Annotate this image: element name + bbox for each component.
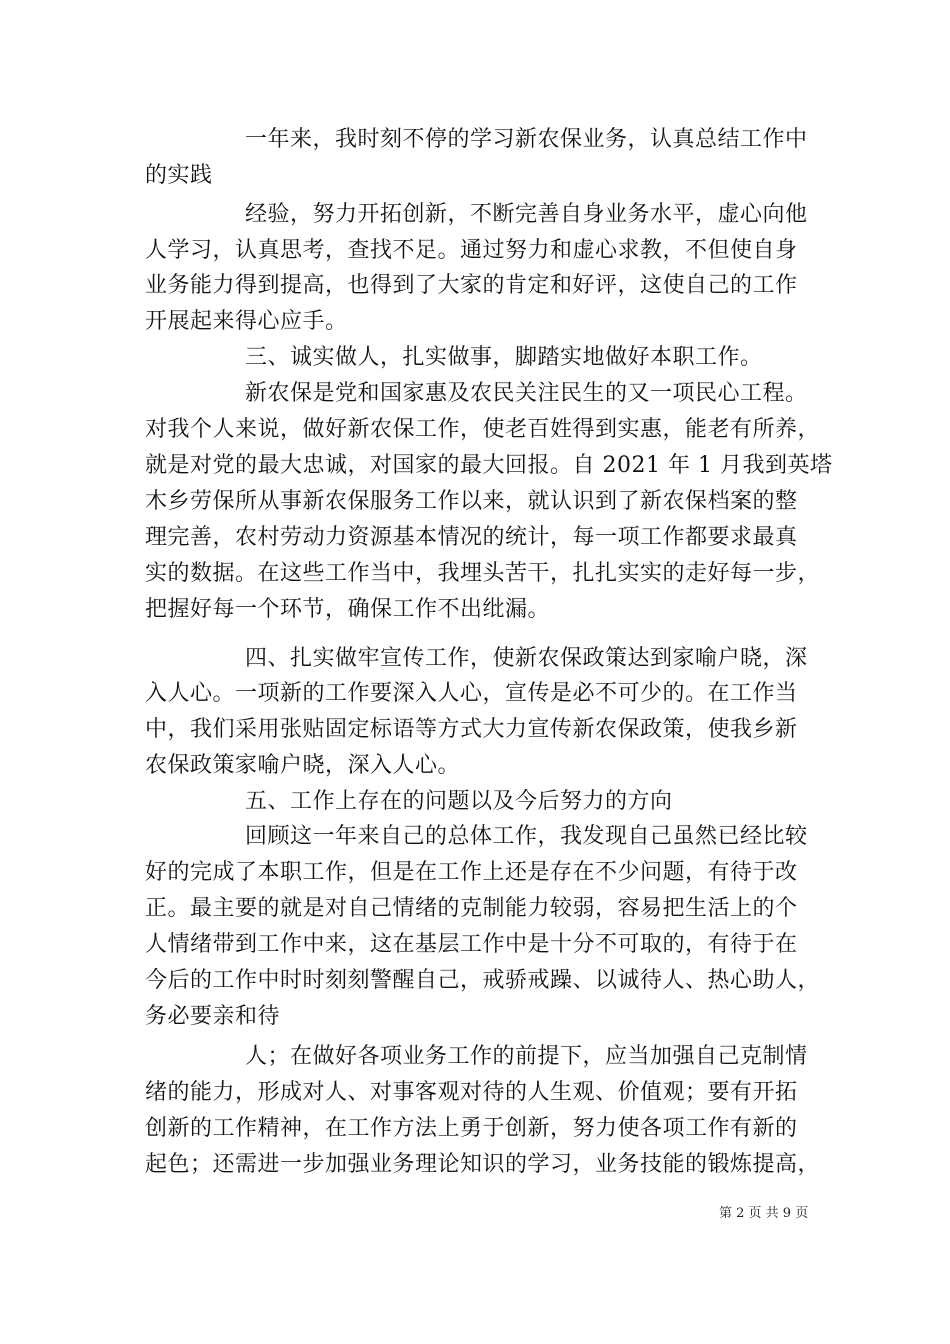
text-line: 今后的工作中时时刻刻警醒自己，戒骄戒躁、以诚待人、热心助人， [145,968,821,993]
text-line: 好的完成了本职工作，但是在工作上还是存在不少问题，有待于改 [145,860,798,885]
section-heading: 五、工作上存在的问题以及今后努力的方向 [245,789,673,814]
text-line: 创新的工作精神，在工作方法上勇于创新，努力使各项工作有新的 [145,1116,798,1141]
text-line: 木乡劳保所从事新农保服务工作以来，就认识到了新农保档案的整 [145,489,798,514]
text-line: 实的数据。在这些工作当中，我埋头苦干，扎扎实实的走好每一步， [145,561,821,586]
text-line: 农保政策家喻户晓，深入人心。 [145,753,461,778]
section-heading: 三、诚实做人，扎实做事，脚踏实地做好本职工作。 [245,345,763,370]
text-line: 正。最主要的就是对自己情绪的克制能力较弱，容易把生活上的个 [145,896,798,921]
text-line: 入人心。一项新的工作要深入人心，宣传是必不可少的。在工作当 [145,681,798,706]
text-line: 就是对党的最大忠诚，对国家的最大回报。自 2021 年 1 月我到英塔 [145,453,833,478]
text-line: 对我个人来说，做好新农保工作，使老百姓得到实惠，能老有所养， [145,417,821,442]
text-line: 绪的能力，形成对人、对事客观对待的人生观、价值观；要有开拓 [145,1080,798,1105]
text-line: 把握好每一个环节，确保工作不出纰漏。 [145,597,551,622]
text-line: 经验，努力开拓创新，不断完善自身业务水平，虚心向他 [245,202,808,227]
text-line: 一年来，我时刻不停的学习新农保业务，认真总结工作中 [245,127,808,152]
text-line: 回顾这一年来自己的总体工作，我发现自己虽然已经比较 [245,824,808,849]
text-line: 的实践 [145,163,213,188]
page-number: 第 2 页 共 9 页 [719,1206,809,1221]
text-line: 人情绪带到工作中来，这在基层工作中是十分不可取的，有待于在 [145,932,798,957]
text-line: 中，我们采用张贴固定标语等方式大力宣传新农保政策，使我乡新 [145,717,798,742]
text-line: 新农保是党和国家惠及农民关注民生的又一项民心工程。 [245,381,808,406]
text-line: 务必要亲和待 [145,1004,281,1029]
text-line: 起色；还需进一步加强业务理论知识的学习，业务技能的锻炼提高， [145,1152,821,1177]
text-line: 人；在做好各项业务工作的前提下，应当加强自己克制情 [245,1044,808,1069]
text-line: 理完善，农村劳动力资源基本情况的统计，每一项工作都要求最真 [145,525,798,550]
text-line: 开展起来得心应手。 [145,309,348,334]
section-heading: 四、扎实做牢宣传工作，使新农保政策达到家喻户晓，深 [245,646,808,671]
text-line: 人学习，认真思考，查找不足。通过努力和虚心求教，不但使自身 [145,238,798,263]
text-line: 业务能力得到提高，也得到了大家的肯定和好评，这使自己的工作 [145,273,798,298]
